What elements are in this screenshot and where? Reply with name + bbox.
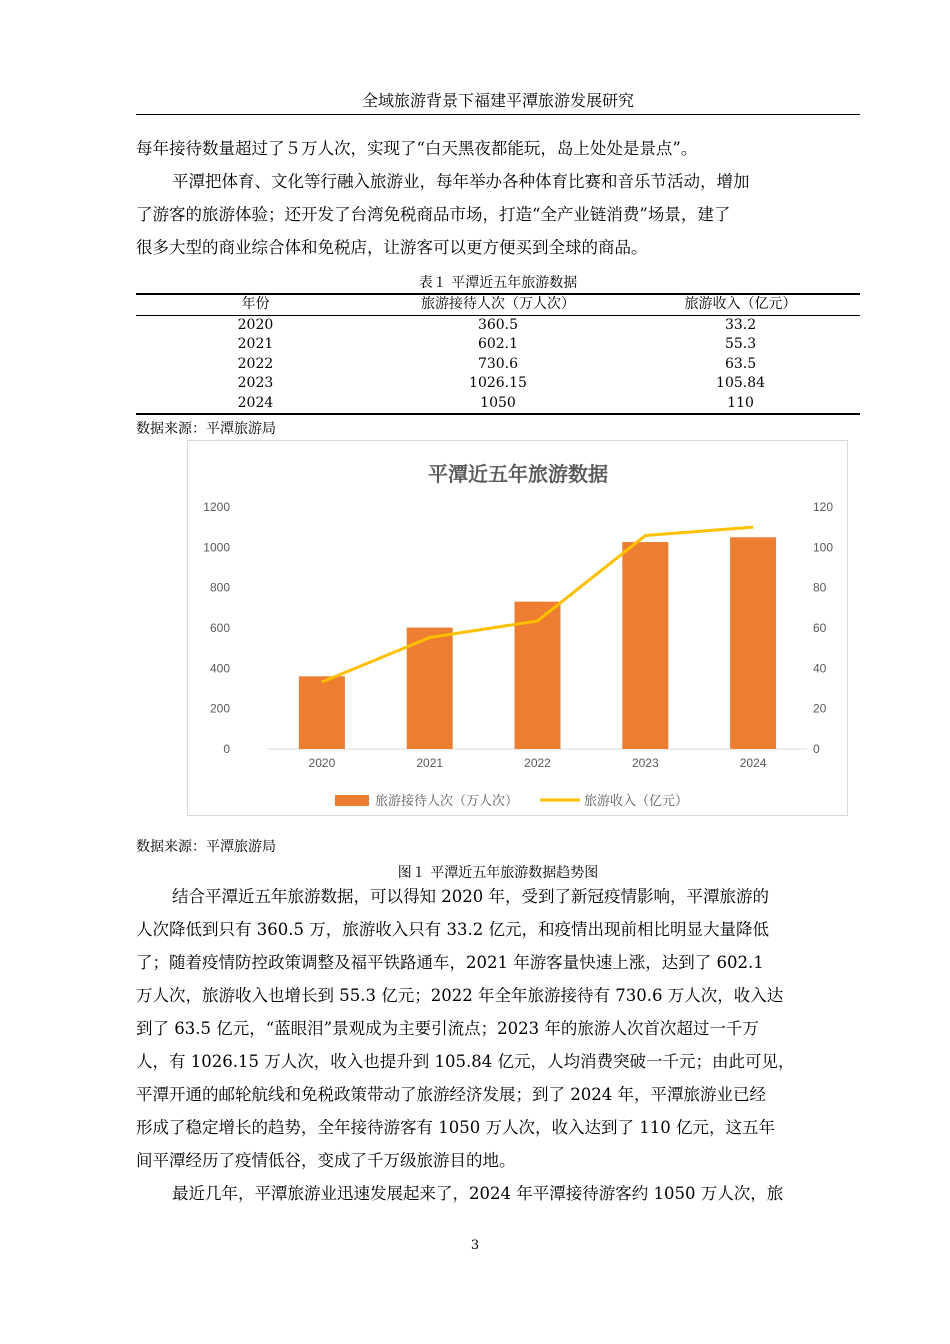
left-axis-ticks: [203, 500, 230, 756]
tourism-chart: [187, 440, 848, 816]
paragraph-line: 很多大型的商业综合体和免税店，让游客可以更方便买到全球的商品。: [136, 238, 648, 257]
right-axis-tick-label: 80: [813, 580, 827, 595]
table-cell: 730.6: [477, 355, 519, 372]
x-axis-tick-label: 2021: [416, 756, 444, 770]
table-header-row: [136, 294, 860, 315]
legend-line-label: 旅游收入（亿元）: [584, 793, 689, 808]
table-cell: 2020: [237, 316, 274, 333]
chart-legend: [335, 793, 688, 808]
column-header-revenue: 旅游收入（亿元）: [621, 294, 860, 315]
paragraph-line: 最近几年，平潭旅游业迅速发展起来了，2024 年平潭接待游客约 1050 万人次，旅: [172, 1184, 784, 1203]
right-axis-tick-label: 0: [813, 742, 820, 756]
table-cell: 2023: [237, 375, 274, 391]
table-cell: 1050: [375, 394, 621, 415]
table-cell: 33.2: [724, 316, 757, 333]
header-rule: [136, 114, 860, 115]
tourism-data-table: [136, 293, 860, 415]
paragraph-4: [136, 1177, 860, 1210]
paragraph-3: [136, 880, 860, 1177]
x-axis-tick-label: 2022: [524, 756, 551, 770]
paragraph-line: 间平潭经历了疫情低谷，变成了千万级旅游目的地。: [136, 1151, 516, 1170]
x-axis-tick-label: 2024: [739, 756, 767, 770]
right-axis-ticks: [813, 500, 833, 756]
legend-bar-label: 旅游接待人次（万人次）: [375, 793, 519, 808]
table-cell: 360.5: [477, 316, 519, 333]
right-axis-tick-label: 20: [813, 701, 827, 716]
table-row: [136, 335, 860, 355]
table-row: [136, 315, 860, 335]
paragraph-line: 万人次，旅游收入也增长到 55.3 亿元；2022 年全年旅游接待有 730.6 万人次，收入达: [136, 986, 784, 1005]
x-axis-tick-label: 2020: [308, 756, 336, 770]
page-number: 3: [470, 1238, 480, 1253]
paragraph-line: 人，有 1026.15 万人次，收入也提升到 105.84 亿元，人均消费突破一千元；由此可见，: [136, 1052, 795, 1071]
paragraph-line: 了游客的旅游体验；还开发了台湾免税商品市场，打造“全产业链消费”场景，建了: [136, 205, 731, 224]
bar-2023: [622, 542, 668, 749]
column-header-year: 年份: [136, 294, 375, 315]
chart-title: 平潭近五年旅游数据: [428, 464, 608, 486]
table-row: [136, 374, 860, 394]
right-axis-tick-label: 60: [813, 621, 827, 635]
figure-source-note: 数据来源：平潭旅游局: [136, 839, 276, 855]
table-cell: 2024: [136, 394, 375, 415]
left-axis-tick-label: 400: [209, 661, 230, 676]
table-cell: 55.3: [724, 336, 757, 352]
paragraph-line: 平潭把体育、文化等行融入旅游业，每年举办各种体育比赛和音乐节活动，增加: [172, 172, 750, 191]
x-axis-tick-label: 2023: [631, 756, 659, 770]
page-header-title: 全域旅游背景下福建平潭旅游发展研究: [361, 91, 634, 110]
bar-2020: [299, 676, 345, 749]
table-row: [136, 355, 860, 375]
right-axis-tick-label: 100: [813, 540, 834, 555]
table-cell: 63.5: [724, 355, 757, 372]
legend-bar-swatch: [335, 795, 369, 806]
left-axis-tick-label: 0: [223, 742, 230, 756]
left-axis-tick-label: 800: [209, 580, 230, 595]
table-source-note: 数据来源：平潭旅游局: [136, 421, 276, 437]
bar-2024: [730, 537, 776, 749]
table-cell: 110: [621, 394, 860, 415]
paragraph-line: 平潭开通的邮轮航线和免税政策带动了旅游经济发展；到了 2024 年，平潭旅游业已经: [136, 1085, 766, 1104]
table-cell: 2021: [237, 336, 274, 352]
paragraph-line: 形成了稳定增长的趋势，全年接待游客有 1050 万人次，收入达到了 110 亿元，这五年: [136, 1118, 775, 1137]
paragraph-line: 每年接待数量超过了５万人次，实现了“白天黑夜都能玩，岛上处处是景点”。: [136, 139, 698, 158]
paragraph-line: 结合平潭近五年旅游数据，可以得知 2020 年，受到了新冠疫情影响，平潭旅游的: [172, 887, 769, 906]
table-title: 表１ 平潭近五年旅游数据: [418, 275, 578, 291]
paragraph-1: [136, 132, 860, 165]
table-cell: 2022: [237, 355, 274, 372]
table-cell: 602.1: [477, 336, 519, 352]
paragraph-line: 人次降低到只有 360.5 万，旅游收入只有 33.2 亿元，和疫情出现前相比明显大量降低: [136, 920, 769, 939]
figure-caption: 图１ 平潭近五年旅游数据趋势图: [397, 865, 599, 881]
paragraph-line: 到了 63.5 亿元，“蓝眼泪”景观成为主要引流点；2023 年的旅游人次首次超过一千万: [136, 1019, 759, 1038]
bar-2021: [407, 628, 453, 749]
paragraph-2: [136, 165, 860, 264]
right-axis-tick-label: 120: [813, 500, 834, 514]
x-axis-labels: [309, 756, 767, 770]
paragraph-line: 了；随着疫情防控政策调整及福平铁路通车，2021 年游客量快速上涨，达到了 602.1: [136, 953, 764, 972]
table-cell: 105.84: [716, 375, 766, 391]
left-axis-tick-label: 200: [209, 701, 230, 716]
chart-canvas: [188, 441, 847, 815]
left-axis-tick-label: 600: [209, 621, 230, 635]
column-header-visitors: 旅游接待人次（万人次）: [375, 294, 621, 315]
right-axis-tick-label: 40: [813, 661, 827, 676]
table-row: [136, 394, 860, 415]
left-axis-tick-label: 1000: [203, 540, 230, 555]
table-cell: 1026.15: [469, 375, 527, 391]
left-axis-tick-label: 1200: [203, 500, 230, 514]
bar-series: [299, 537, 776, 749]
